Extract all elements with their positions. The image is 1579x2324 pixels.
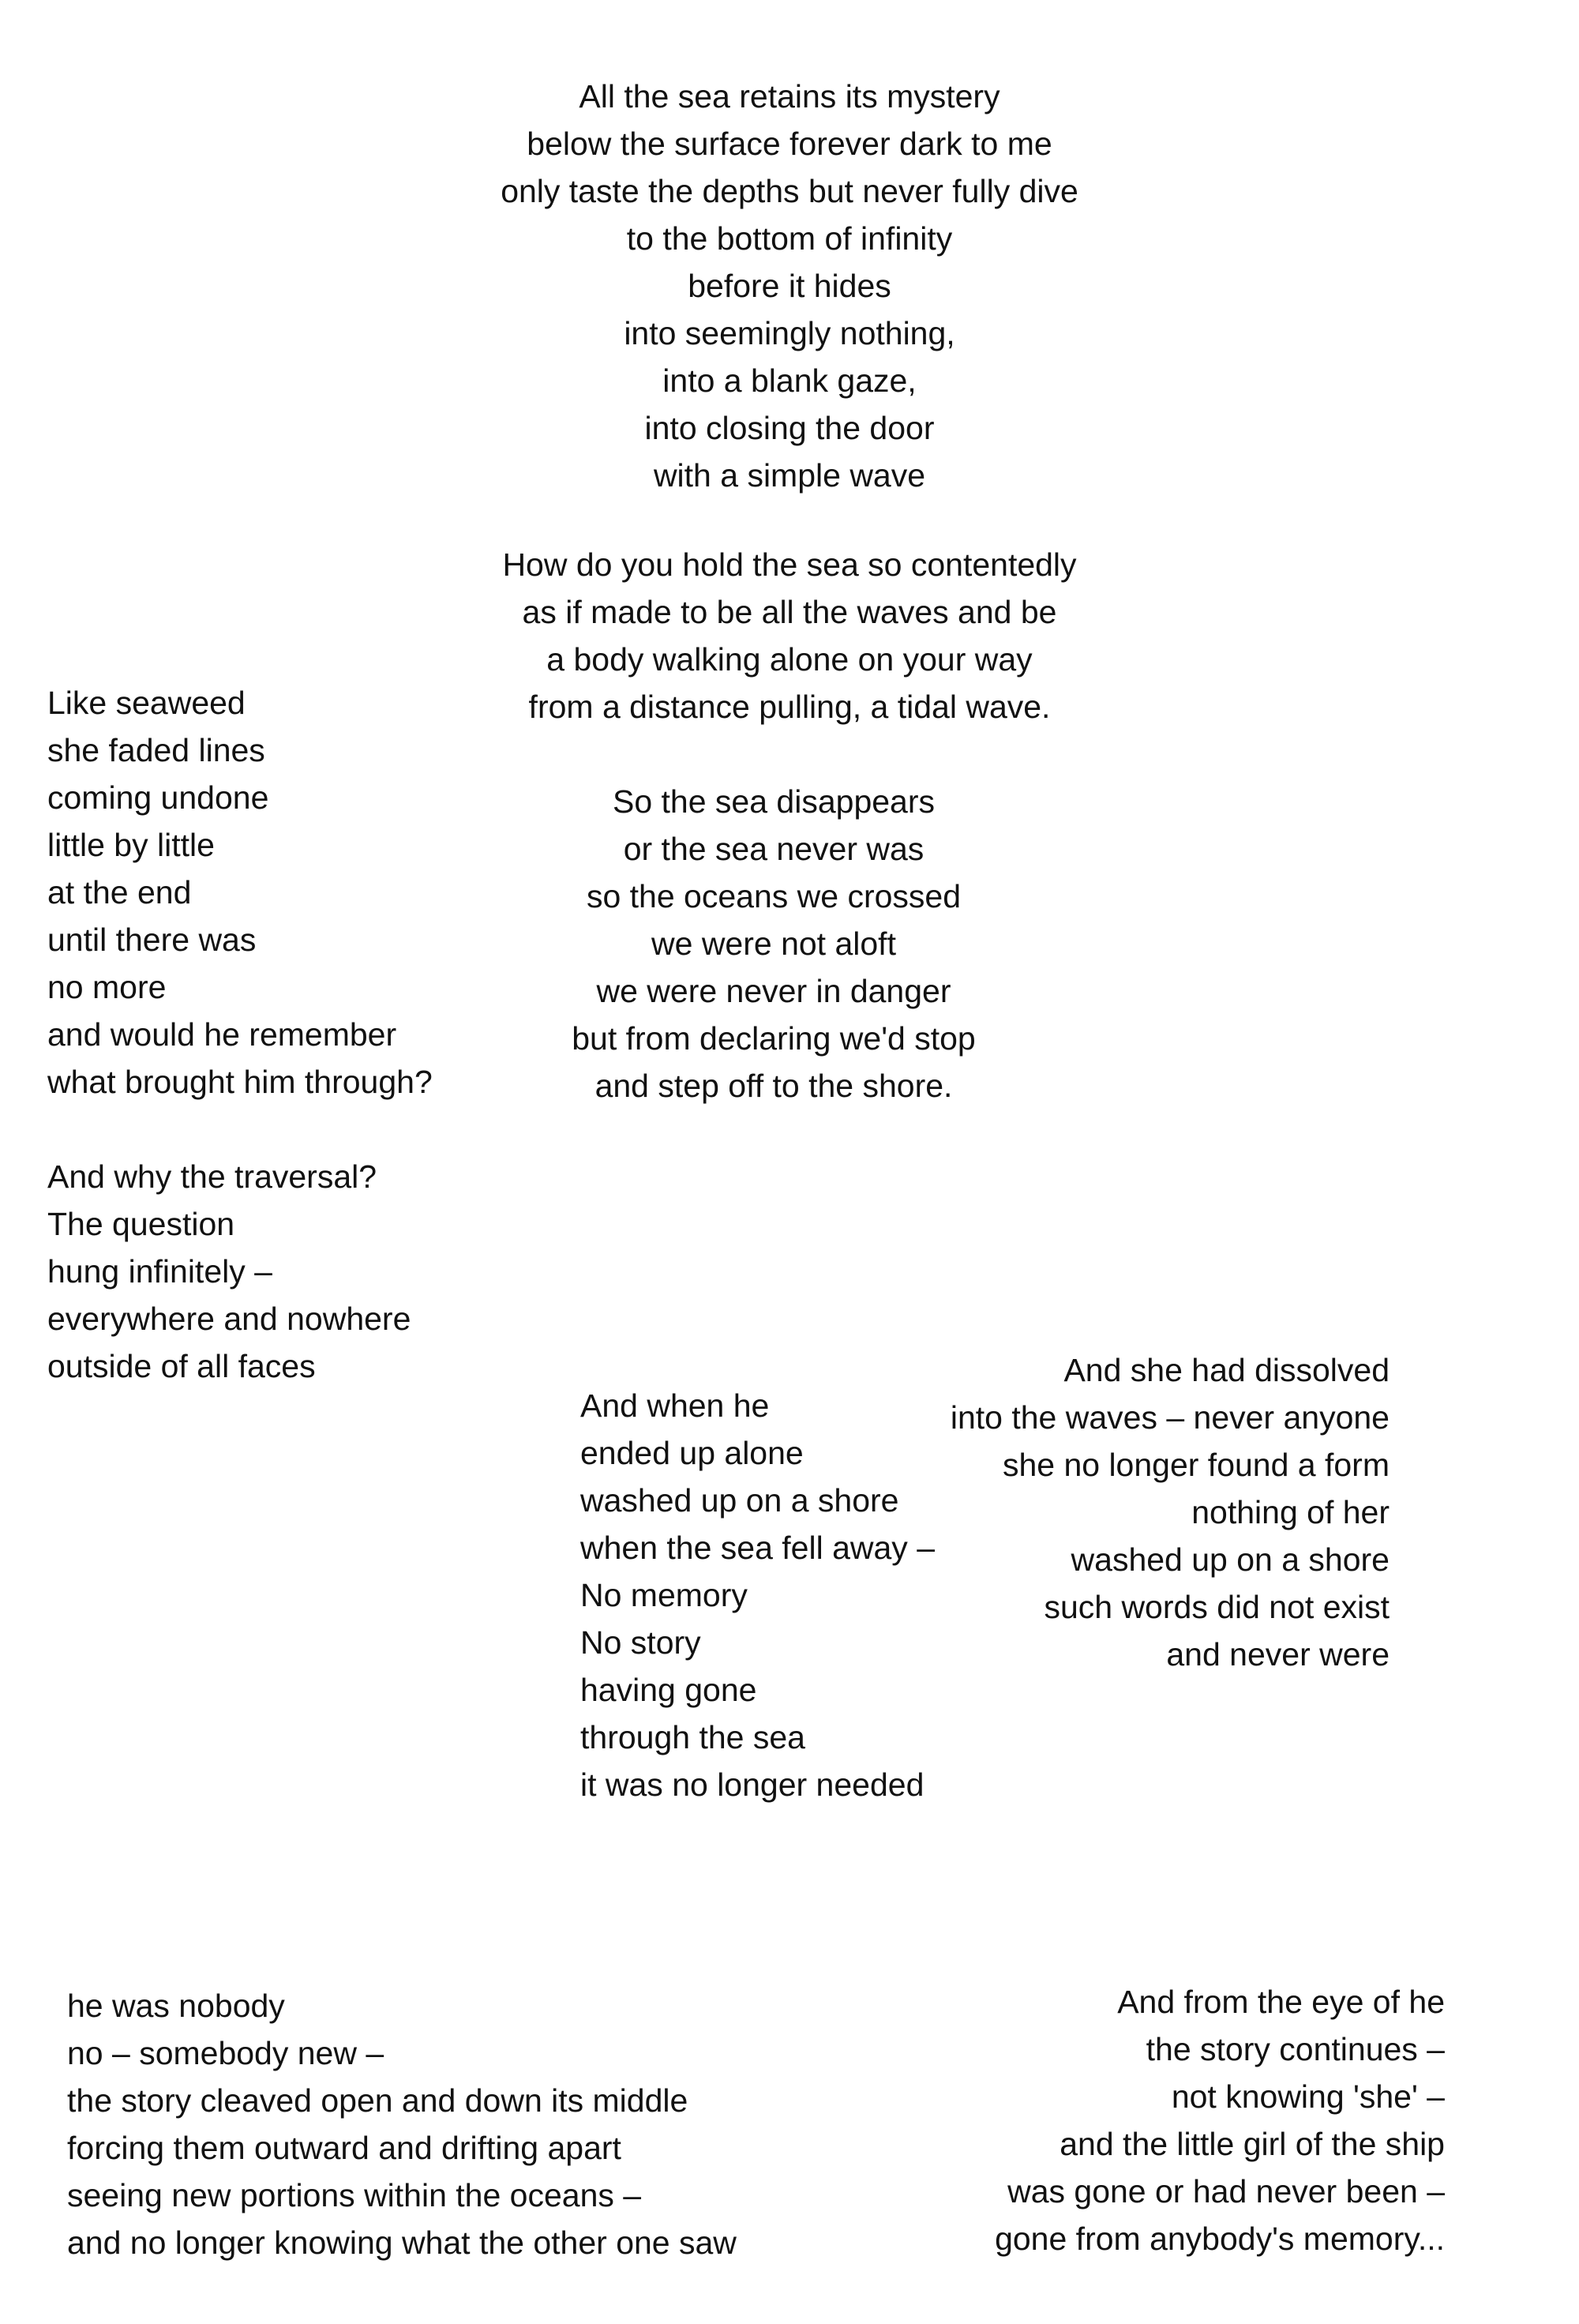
poem-line: No memory bbox=[580, 1577, 748, 1613]
poem-line: into closing the door bbox=[644, 410, 935, 446]
stanza-traversal bbox=[47, 1153, 521, 1390]
poem-line: and never were bbox=[1166, 1636, 1390, 1673]
stanza-seaweed bbox=[47, 679, 521, 1106]
poem-line: to the bottom of infinity bbox=[626, 220, 953, 257]
poem-line: And when he bbox=[580, 1387, 770, 1424]
poem-line: outside of all faces bbox=[47, 1348, 316, 1384]
poem-line: we were never in danger bbox=[596, 973, 951, 1009]
poem-line: into seemingly nothing, bbox=[624, 315, 955, 351]
poem-line: a body walking alone on your way bbox=[546, 641, 1033, 678]
poem-line: So the sea disappears bbox=[613, 783, 935, 820]
poem-line: Like seaweed bbox=[47, 685, 246, 721]
poem-line: washed up on a shore bbox=[1071, 1541, 1390, 1578]
poem-line: he was nobody bbox=[67, 1988, 285, 2024]
poem-line: little by little bbox=[47, 827, 215, 863]
poem-line: she faded lines bbox=[47, 732, 265, 768]
poem-line: before it hides bbox=[688, 268, 891, 304]
poem-line: coming undone bbox=[47, 779, 269, 816]
poem-line: such words did not exist bbox=[1044, 1589, 1390, 1625]
poem-line: washed up on a shore bbox=[580, 1482, 899, 1519]
poem-line: below the surface forever dark to me bbox=[527, 126, 1052, 162]
poem-line: into a blank gaze, bbox=[662, 362, 917, 399]
poem-line: the story continues – bbox=[1146, 2031, 1445, 2067]
poem-line: but from declaring we'd stop bbox=[572, 1020, 976, 1057]
poem-line: the story cleaved open and down its middle bbox=[67, 2082, 688, 2119]
poem-line: forcing them outward and drifting apart bbox=[67, 2130, 621, 2166]
poem-line: seeing new portions within the oceans – bbox=[67, 2177, 642, 2213]
poem-line: And she had dissolved bbox=[1063, 1352, 1390, 1388]
poem-line: The question bbox=[47, 1206, 235, 1242]
poem-line: and would he remember bbox=[47, 1016, 397, 1053]
poem-line: she no longer found a form bbox=[1002, 1447, 1390, 1483]
poem-line: only taste the depths but never fully dive bbox=[501, 173, 1078, 209]
poem-line: How do you hold the sea so contentedly bbox=[502, 546, 1077, 583]
poem-line: through the sea bbox=[580, 1719, 805, 1755]
poem-line: no more bbox=[47, 969, 167, 1005]
poem-line: it was no longer needed bbox=[580, 1766, 925, 1803]
stanza-sea-mystery bbox=[442, 73, 1137, 499]
poem-line: not knowing 'she' – bbox=[1171, 2078, 1445, 2115]
poem-line: ended up alone bbox=[580, 1435, 804, 1471]
poem-line: And why the traversal? bbox=[47, 1158, 377, 1195]
poem-line: what brought him through? bbox=[47, 1064, 433, 1100]
poem-line: and step off to the shore. bbox=[594, 1068, 953, 1104]
stanza-he-was-nobody bbox=[67, 1982, 857, 2266]
poem-line: nothing of her bbox=[1191, 1494, 1390, 1530]
poem-line: or the sea never was bbox=[623, 831, 925, 867]
stanza-she-dissolved bbox=[884, 1346, 1390, 1678]
poem-line: hung infinitely – bbox=[47, 1253, 272, 1290]
poem-line: with a simple wave bbox=[653, 457, 926, 494]
poem-line: when the sea fell away – bbox=[580, 1530, 935, 1566]
poem-line: everywhere and nowhere bbox=[47, 1301, 411, 1337]
poem-line: and no longer knowing what the other one saw bbox=[67, 2225, 737, 2261]
poem-line: until there was bbox=[47, 922, 257, 958]
poem-line: having gone bbox=[580, 1672, 757, 1708]
poem-line: from a distance pulling, a tidal wave. bbox=[528, 689, 1051, 725]
poem-line: And from the eye of he bbox=[1117, 1984, 1445, 2020]
stanza-hold-the-sea bbox=[442, 541, 1137, 730]
poem-line: we were not aloft bbox=[651, 925, 896, 962]
poem-line: was gone or had never been – bbox=[1007, 2173, 1445, 2209]
poem-line: into the waves – never anyone bbox=[950, 1399, 1390, 1436]
poem-line: no – somebody new – bbox=[67, 2035, 384, 2071]
poem-line: gone from anybody's memory... bbox=[995, 2221, 1445, 2257]
stanza-eye-of-he bbox=[892, 1978, 1445, 2262]
poem-line: as if made to be all the waves and be bbox=[522, 594, 1057, 630]
poem-line: so the oceans we crossed bbox=[586, 878, 962, 914]
poem-line: All the sea retains its mystery bbox=[579, 78, 1000, 115]
poem-line: No story bbox=[580, 1624, 701, 1661]
poem-line: at the end bbox=[47, 874, 192, 910]
stanza-sea-disappears bbox=[442, 778, 1105, 1109]
poem-line: and the little girl of the ship bbox=[1060, 2126, 1445, 2162]
